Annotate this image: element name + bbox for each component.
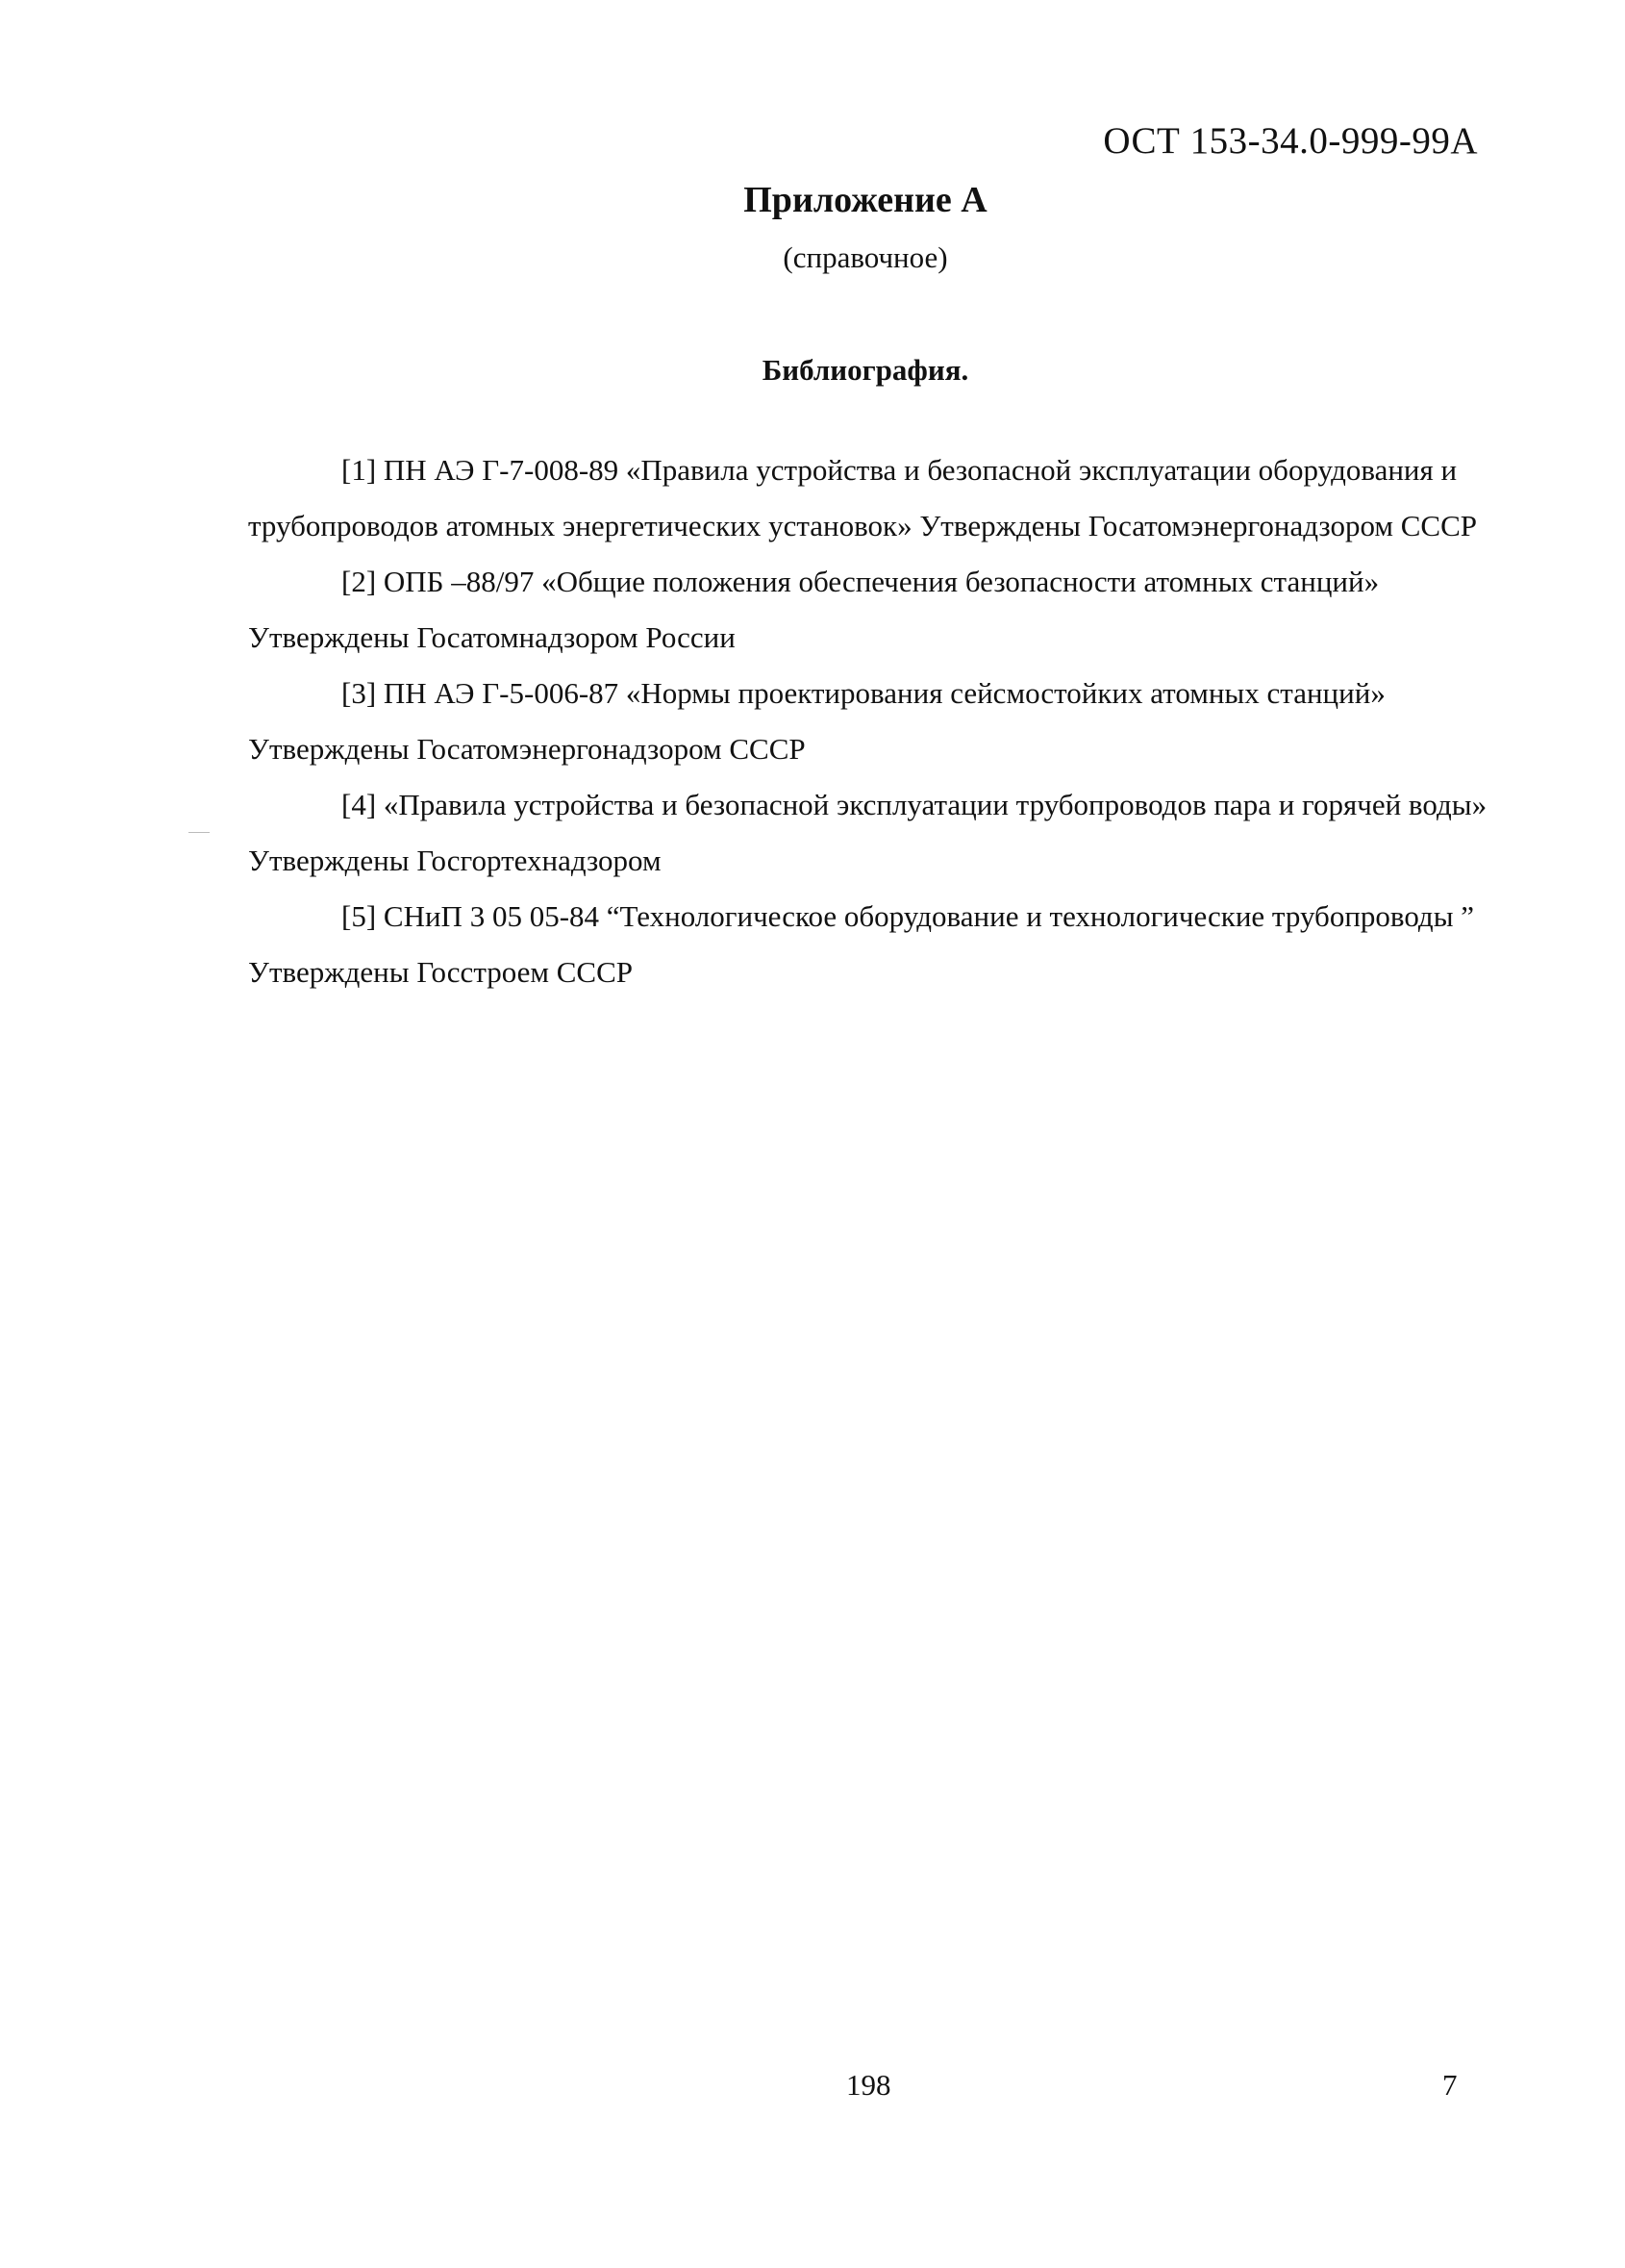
page-number: 198 xyxy=(846,2068,891,2102)
bibliography-entry-4: [4] «Правила устройства и безопасной эксплуатации трубопроводов пара и горячей воды» Утверждены Госгортехнадзором xyxy=(248,788,1488,877)
appendix-subtitle: (справочное) xyxy=(783,240,948,274)
document-code: ОСТ 153-34.0-999-99А xyxy=(1103,120,1478,162)
appendix-title: Приложение А xyxy=(743,180,988,220)
bibliography-heading: Библиография. xyxy=(762,353,969,387)
sheet-number: 7 xyxy=(1442,2068,1458,2102)
scan-margin-mark xyxy=(188,832,210,833)
bibliography-entry-5: [5] СНиП 3 05 05-84 “Технологическое оборудование и технологические трубопроводы ” Утверждены Госстроем СССР xyxy=(248,899,1475,989)
bibliography-entry-1: [1] ПН АЭ Г-7-008-89 «Правила устройства и безопасной эксплуатации оборудования и трубопроводов атомных энергетических установок» Утверждены Госатомэнергонадзором СССР xyxy=(248,453,1478,542)
bibliography-entry-3: [3] ПН АЭ Г-5-006-87 «Нормы проектирования сейсмостойких атомных станций» Утверждены Госатомэнергонадзором СССР xyxy=(248,676,1386,766)
bibliography-list xyxy=(248,442,1498,1000)
bibliography-entry-2: [2] ОПБ –88/97 «Общие положения обеспечения безопасности атомных станций» Утверждены Госатомнадзором России xyxy=(248,565,1380,654)
